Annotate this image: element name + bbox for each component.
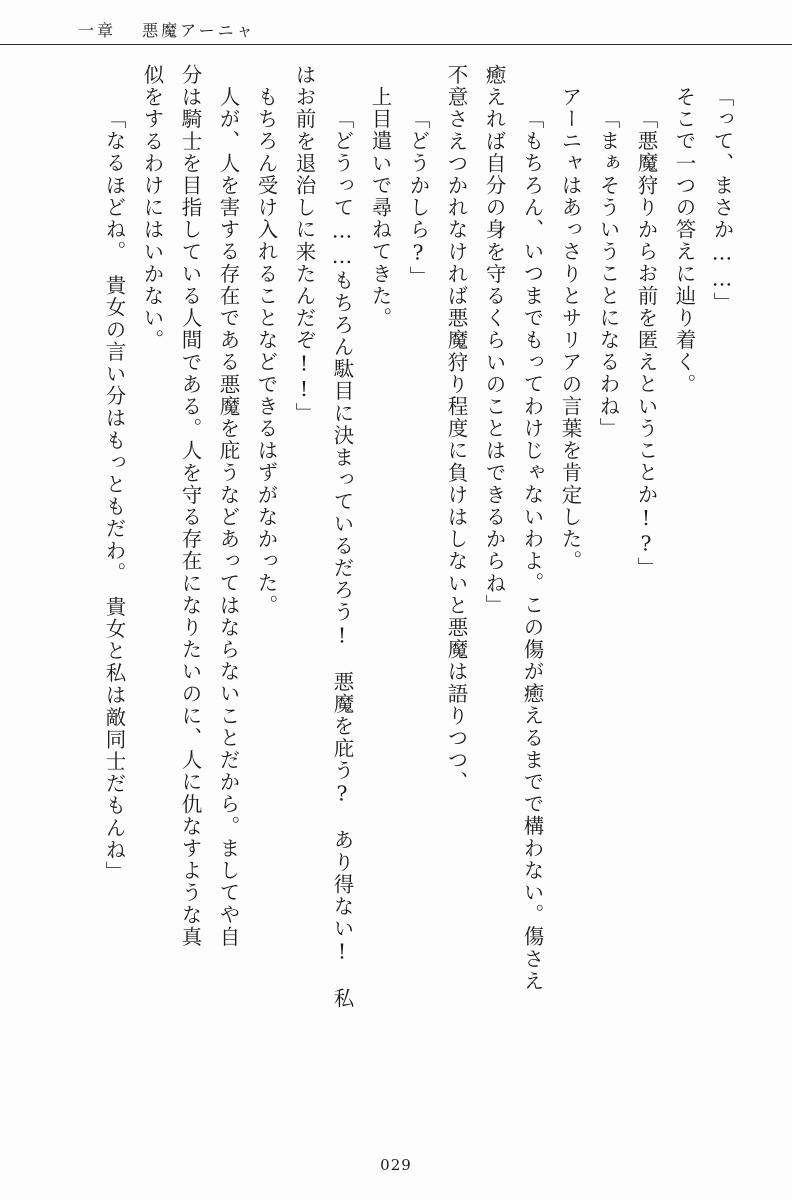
text-column: 「どうって……もちろん駄目に決まっているだろう! 悪魔を庇う? あり得ない! 私 (330, 108, 354, 1010)
text-column: もちろん受け入れることなどできるはずがなかった。 (254, 86, 278, 617)
text-column: 「もちろん、いつまでもってわけじゃないわよ。この傷が癒えるまでで構わない。傷さえ (520, 108, 544, 992)
text-column: 分は騎士を目指している人間である。人を守る存在になりたいのに、人に仇なすような真 (178, 64, 202, 948)
text-column: 上目遣いで尋ねてきた。 (368, 86, 392, 330)
text-column: 不意さえつかれなければ悪魔狩り程度に負けはしないと悪魔は語りつつ、 (444, 64, 468, 794)
text-column: 人が、人を害する存在である悪魔を庇うなどあってはならないことだから。ましてや自 (216, 86, 240, 948)
text-column: 似をするわけにはいかない。 (140, 64, 164, 352)
text-column: 癒えれば自分の身を守るくらいのことはできるからね」 (482, 64, 506, 617)
text-column: 「って、まさか……」 (710, 86, 734, 314)
text-column: 「まぁそういうことになるわね」 (596, 108, 620, 440)
body-text (60, 64, 732, 1134)
chapter-title: 悪魔アーニャ (142, 21, 256, 40)
page-number: 029 (380, 1156, 412, 1174)
text-column: アーニャはあっさりとサリアの言葉を肯定した。 (558, 86, 582, 573)
chapter-number: 一章 (78, 21, 117, 40)
running-head (78, 18, 256, 41)
text-column: 「どうかしら?」 (406, 108, 430, 289)
text-column: そこで一つの答えに辿り着く。 (672, 86, 696, 396)
text-column: はお前を退治しに来たんだぞ!!」 (292, 64, 316, 425)
header-divider (0, 44, 792, 45)
text-column: 「悪魔狩りからお前を匿えということか!?」 (634, 108, 658, 580)
text-column: 「なるほどね。 貴女の言い分はもっともだわ。 貴女と私は敵同士だもんね」 (102, 108, 126, 884)
